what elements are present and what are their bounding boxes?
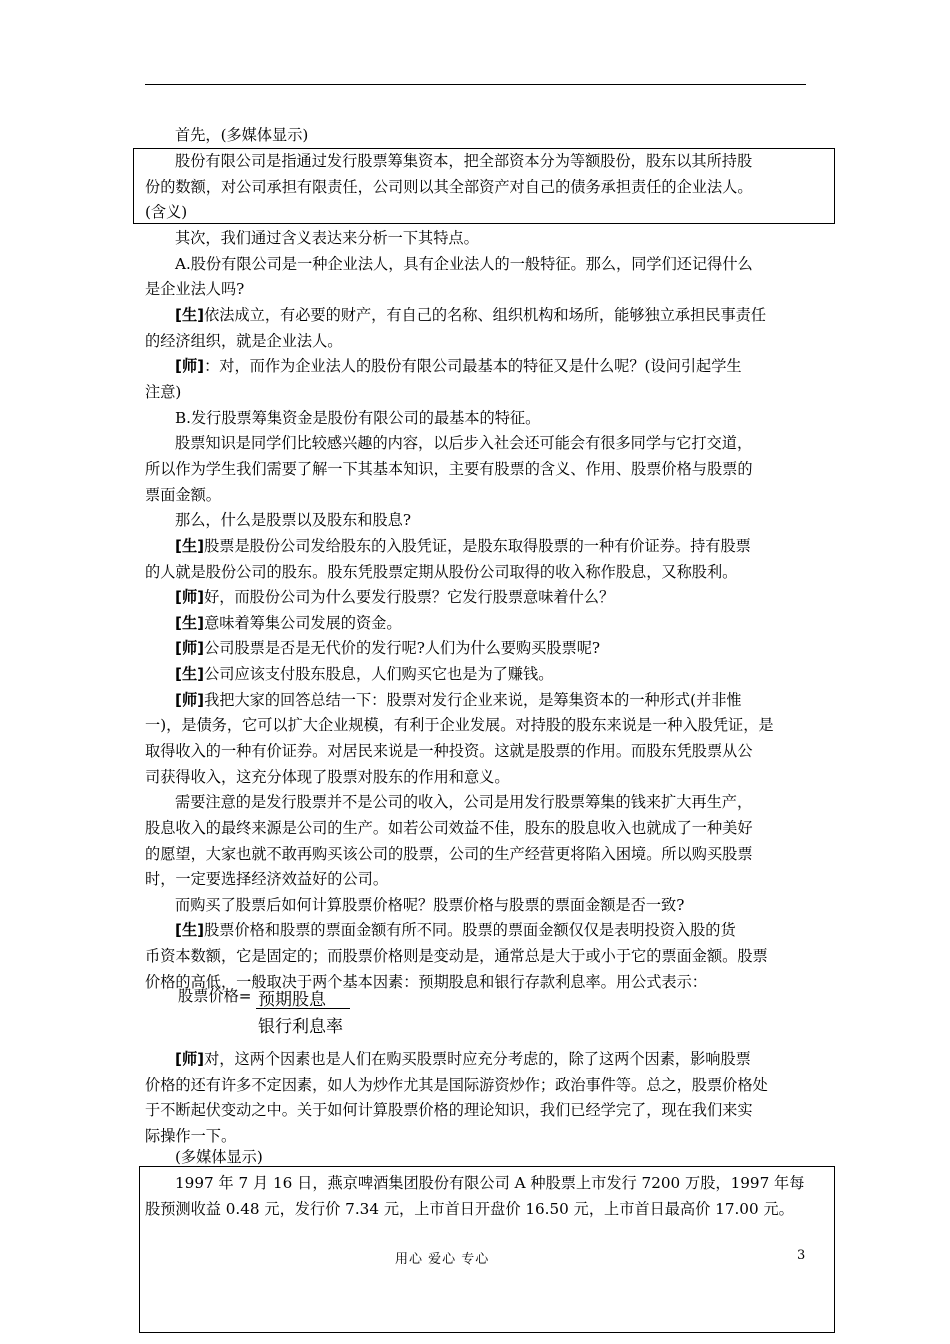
paragraph-line: [师]我把大家的回答总结一下：股票对发行企业来说，是筹集资本的一种形式(并非惟 (175, 691, 742, 709)
paragraph-line: 股票知识是同学们比较感兴趣的内容，以后步入社会还可能会有很多同学与它打交道， (175, 434, 753, 452)
paragraph-line: A.股份有限公司是一种企业法人，具有企业法人的一般特征。那么，同学们还记得什么 (175, 255, 753, 273)
definition-line: (含义) (145, 203, 188, 221)
paragraph-line: [师]：对，而作为企业法人的股份有限公司最基本的特征又是什么呢？(设问引起学生 (175, 357, 742, 375)
paragraph-line: [师]对，这两个因素也是人们在购买股票时应充分考虑的，除了这两个因素，影响股票 (175, 1050, 751, 1068)
paragraph-line: 取得收入的一种有价证券。对居民来说是一种投资。这就是股票的作用。而股东凭股票从公 (145, 742, 753, 760)
paragraph-line: 的人就是股份公司的股东。股东凭股票定期从股份公司取得的收入称作股息，又称股利。 (145, 563, 738, 581)
role-teacher: [师] (175, 357, 205, 375)
paragraph-line: 那么，什么是股票以及股东和股息? (175, 511, 411, 529)
paragraph-line: 而购买了股票后如何计算股票价格呢？股票价格与股票的票面金额是否一致? (175, 896, 685, 914)
role-teacher: [师] (175, 1050, 205, 1068)
paragraph-line: 需要注意的是发行股票并不是公司的收入，公司是用发行股票筹集的钱来扩大再生产， (175, 793, 753, 811)
paragraph-line: 股息收入的最终来源是公司的生产。如若公司效益不佳，股东的股息收入也就成了一种美好 (145, 819, 753, 837)
role-student: [生] (175, 665, 205, 683)
paragraph-line: 价格的还有许多不定因素，如人为炒作尤其是国际游资炒作；政治事件等。总之，股票价格处 (145, 1076, 768, 1094)
paragraph-line: 是企业法人吗? (145, 280, 245, 298)
paragraph-line: [生]意味着筹集公司发展的资金。 (175, 614, 402, 632)
definition-line: 份的数额，对公司承担有限责任，公司则以其全部资产对自己的债务承担责任的企业法人。 (145, 178, 753, 196)
formula-numerator: 预期股息 (258, 990, 326, 1010)
paragraph-line: [师]好，而股份公司为什么要发行股票？它发行股票意味着什么？ (175, 588, 615, 606)
definition-line: 股份有限公司是指通过发行股票筹集资本，把全部资本分为等额股份，股东以其所持股 (175, 152, 753, 170)
role-student: [生] (175, 306, 205, 324)
paragraph-line: 一)，是债务，它可以扩大企业规模，有利于企业发展。对持股的股东来说是一种入股凭证，是 (145, 716, 774, 734)
paragraph-line: [生]公司应该支付股东股息，人们购买它也是为了赚钱。 (175, 665, 554, 683)
page-number: 3 (797, 1248, 806, 1263)
paragraph-line: 际操作一下。 (145, 1127, 237, 1145)
paragraph-line: [生]股票价格和股票的票面金额有所不同。股票的票面金额仅仅是表明投资入股的货 (175, 921, 736, 939)
paragraph-line: [师]公司股票是否是无代价的发行呢?人们为什么要购买股票呢? (175, 639, 601, 657)
paragraph-line: [生]依法成立，有必要的财产，有自己的名称、组织机构和场所，能够独立承担民事责任 (175, 306, 767, 324)
footer-motto: 用心 爱心 专心 (395, 1252, 490, 1267)
paragraph-line: 注意) (145, 383, 182, 401)
paragraph-line: B.发行股票筹集资金是股份有限公司的最基本的特征。 (175, 409, 541, 427)
example-line: 股预测收益 0.48 元，发行价 7.34 元，上市首日开盘价 16.50 元，上市首日最高价 17.00 元。 (145, 1200, 794, 1218)
paragraph-line: 时，一定要选择经济效益好的公司。 (145, 870, 388, 888)
paragraph-line: 币资本数额，它是固定的；而股票价格则是变动是，通常总是大于或小于它的票面金额。股票 (145, 947, 768, 965)
role-teacher: [师] (175, 588, 205, 606)
role-student: [生] (175, 537, 205, 555)
paragraph-line: 首先，(多媒体显示) (175, 126, 309, 144)
paragraph-line: 票面金额。 (145, 486, 221, 504)
paragraph-line: 价格的高低，一般取决于两个基本因素：预期股息和银行存款利息率。用公式表示： (145, 973, 707, 991)
paragraph-line: (多媒体显示) (175, 1148, 263, 1166)
paragraph-line: 的经济组织，就是企业法人。 (145, 332, 343, 350)
role-student: [生] (175, 614, 205, 632)
example-line: 1997 年 7 月 16 日，燕京啤酒集团股份有限公司 A 种股票上市发行 7200 万股，1997 年每 (175, 1174, 805, 1192)
paragraph-line: 司获得收入，这充分体现了股票对股东的作用和意义。 (145, 768, 510, 786)
paragraph-line: 的愿望，大家也就不敢再购买该公司的股票，公司的生产经营更将陷入困境。所以购买股票 (145, 845, 753, 863)
fraction-bar (256, 1008, 350, 1009)
paragraph-line: 其次，我们通过含义表达来分析一下其特点。 (175, 229, 479, 247)
role-teacher: [师] (175, 639, 205, 657)
paragraph-line: 于不断起伏变动之中。关于如何计算股票价格的理论知识，我们已经学完了，现在我们来实 (145, 1101, 753, 1119)
role-teacher: [师] (175, 691, 205, 709)
paragraph-line: 所以作为学生我们需要了解一下其基本知识，主要有股票的含义、作用、股票价格与股票的 (145, 460, 753, 478)
formula-label: 股票价格= (178, 987, 252, 1005)
formula-denominator: 银行利息率 (258, 1017, 343, 1037)
header-rule (145, 84, 806, 85)
paragraph-line: [生]股票是股份公司发给股东的入股凭证，是股东取得股票的一种有价证券。持有股票 (175, 537, 751, 555)
role-student: [生] (175, 921, 205, 939)
